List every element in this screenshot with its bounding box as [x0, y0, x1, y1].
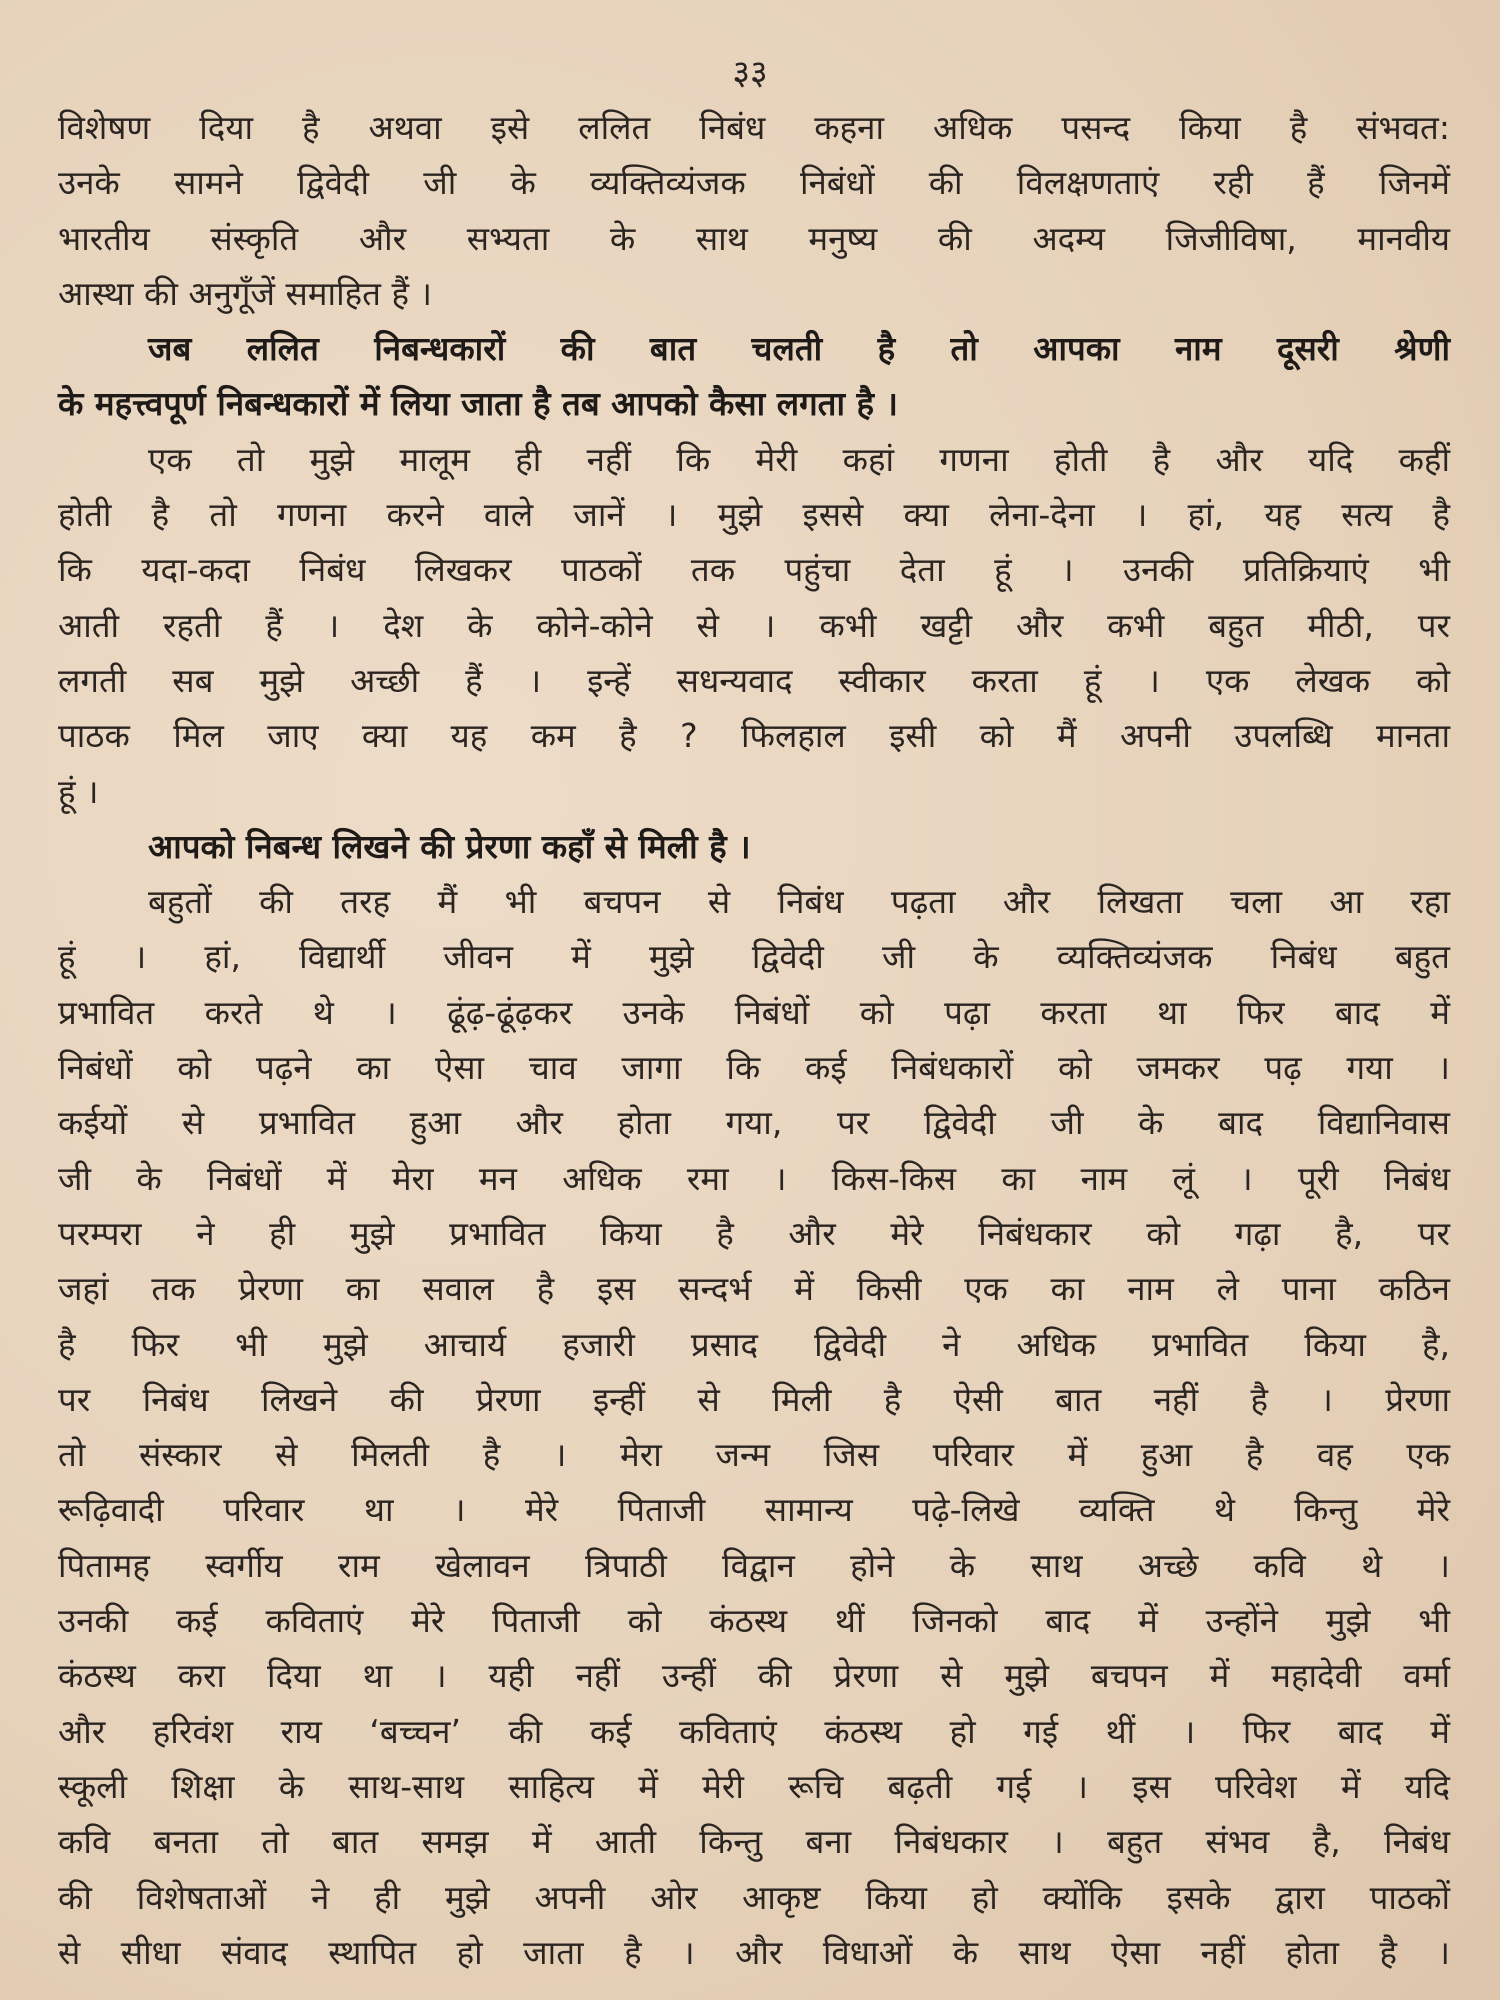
- text-line: आती रहती हैं । देश के कोने-कोने से । कभी खट्टी और कभी बहुत मीठी, पर: [58, 605, 1450, 645]
- text-line: और हरिवंश राय ‘बच्चन’ की कई कविताएं कंठस्थ हो गई थीं । फिर बाद में: [58, 1711, 1450, 1751]
- text-line: भारतीय संस्कृति और सभ्यता के साथ मनुष्य की अदम्य जिजीविषा, मानवीय: [58, 218, 1450, 258]
- text-line: जहां तक प्रेरणा का सवाल है इस सन्दर्भ में किसी एक का नाम ले पाना कठिन: [58, 1269, 1450, 1309]
- text-line: से सीधा संवाद स्थापित हो जाता है । और विधाओं के साथ ऐसा नहीं होता है ।: [58, 1932, 1450, 1972]
- text-line: कंठस्थ करा दिया था । यही नहीं उन्हीं की प्रेरणा से मुझे बचपन में महादेवी वर्मा: [58, 1656, 1450, 1696]
- text-line: रूढ़िवादी परिवार था । मेरे पिताजी सामान्य पढ़े-लिखे व्यक्ति थे किन्तु मेरे: [58, 1490, 1450, 1530]
- text-line: निबंधों को पढ़ने का ऐसा चाव जागा कि कई निबंधकारों को जमकर पढ़ गया ।: [58, 1048, 1450, 1088]
- text-line: आस्था की अनुगूँजें समाहित हैं ।: [58, 273, 432, 313]
- text-line: जी के निबंधों में मेरा मन अधिक रमा । किस-किस का नाम लूं । पूरी निबंध: [58, 1158, 1450, 1198]
- text-line: एक तो मुझे मालूम ही नहीं कि मेरी कहां गणना होती है और यदि कहीं: [148, 439, 1450, 479]
- text-line: प्रभावित करते थे । ढूंढ़-ढूंढ़कर उनके निबंधों को पढ़ा करता था फिर बाद में: [58, 992, 1450, 1032]
- text-line: पाठक मिल जाए क्या यह कम है ? फिलहाल इसी को मैं अपनी उपलब्धि मानता: [58, 716, 1450, 756]
- text-line: पितामह स्वर्गीय राम खेलावन त्रिपाठी विद्वान होने के साथ अच्छे कवि थे ।: [58, 1545, 1450, 1585]
- text-line: बहुतों की तरह मैं भी बचपन से निबंध पढ़ता और लिखता चला आ रहा: [148, 882, 1450, 922]
- text-line: विशेषण दिया है अथवा इसे ललित निबंध कहना अधिक पसन्द किया है संभवत:: [58, 108, 1450, 147]
- page-number: ३३: [732, 53, 768, 93]
- text-line: है फिर भी मुझे आचार्य हजारी प्रसाद द्विवेदी ने अधिक प्रभावित किया है,: [58, 1324, 1450, 1364]
- text-line: लगती सब मुझे अच्छी हैं । इन्हें सधन्यवाद स्वीकार करता हूं । एक लेखक को: [58, 660, 1450, 700]
- text-line: उनकी कई कविताएं मेरे पिताजी को कंठस्थ थीं जिनको बाद में उन्होंने मुझे भी: [58, 1601, 1450, 1641]
- text-line: स्कूली शिक्षा के साथ-साथ साहित्य में मेरी रूचि बढ़ती गई । इस परिवेश में यदि: [58, 1766, 1450, 1806]
- text-line: हूं । हां, विद्यार्थी जीवन में मुझे द्विवेदी जी के व्यक्तिव्यंजक निबंध बहुत: [58, 937, 1450, 977]
- question-line: जब ललित निबन्धकारों की बात चलती है तो आपका नाम दूसरी श्रेणी: [148, 329, 1450, 369]
- text-line: की विशेषताओं ने ही मुझे अपनी ओर आकृष्ट किया हो क्योंकि इसके द्वारा पाठकों: [58, 1877, 1450, 1917]
- question-line: आपको निबन्ध लिखने की प्रेरणा कहाँ से मिली है ।: [148, 826, 751, 866]
- text-line: कवि बनता तो बात समझ में आती किन्तु बना निबंधकार । बहुत संभव है, निबंध: [58, 1822, 1450, 1862]
- text-line: पर निबंध लिखने की प्रेरणा इन्हीं से मिली है ऐसी बात नहीं है । प्रेरणा: [58, 1379, 1450, 1419]
- text-line: कईयों से प्रभावित हुआ और होता गया, पर द्विवेदी जी के बाद विद्यानिवास: [58, 1103, 1450, 1143]
- text-line: होती है तो गणना करने वाले जानें । मुझे इससे क्या लेना-देना । हां, यह सत्य है: [58, 495, 1450, 535]
- text-line: कि यदा-कदा निबंध लिखकर पाठकों तक पहुंचा देता हूं । उनकी प्रतिक्रियाएं भी: [58, 550, 1450, 590]
- text-line: तो संस्कार से मिलती है । मेरा जन्म जिस परिवार में हुआ है वह एक: [58, 1435, 1450, 1475]
- body-text: [58, 100, 1450, 1980]
- text-line: परम्परा ने ही मुझे प्रभावित किया है और मेरे निबंधकार को गढ़ा है, पर: [58, 1213, 1450, 1253]
- text-line: हूं ।: [58, 771, 99, 811]
- question-line: के महत्त्वपूर्ण निबन्धकारों में लिया जाता है तब आपको कैसा लगता है ।: [58, 384, 899, 424]
- text-line: उनके सामने द्विवेदी जी के व्यक्तिव्यंजक निबंधों की विलक्षणताएं रही हैं जिनमें: [58, 163, 1450, 203]
